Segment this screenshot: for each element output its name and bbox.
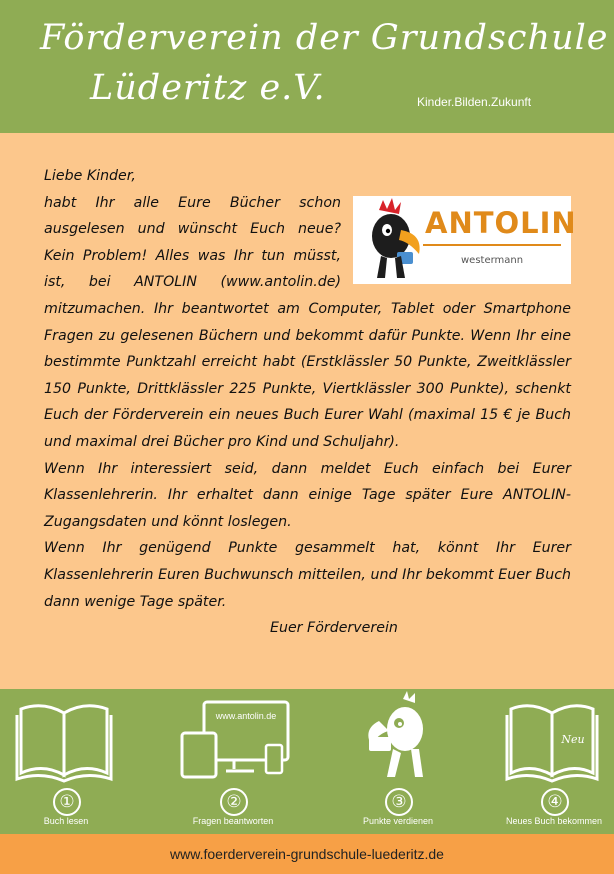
new-book-icon <box>479 689 614 789</box>
step-2-number: ② <box>220 788 248 816</box>
letter-section <box>0 133 614 689</box>
header-banner <box>0 0 614 133</box>
title-line-2: Lüderitz e.V. <box>90 68 326 108</box>
letter-text <box>44 163 577 642</box>
step-3 <box>323 689 473 834</box>
step-4-label: Neues Buch bekommen <box>505 816 603 826</box>
paragraph-3: Wenn Ihr genügend Punkte gesammelt hat, könnt Ihr Eurer Klassenlehrerin Euren Buchwunsch mitteilen, und Ihr bekommt Euer Buch dann wenige Tage später. <box>44 540 571 610</box>
step-1-number: ① <box>53 788 81 816</box>
paragraph-2: Wenn Ihr interessiert seid, dann meldet Euch einfach bei Eurer Klassenlehrerin. Ihr erhaltet dann einige Tage später Eure ANTOLIN-Zugangsdaten und könnt loslegen. <box>44 460 571 530</box>
raven-mascot-icon <box>359 196 429 284</box>
logo-divider <box>423 244 561 246</box>
step-3-number: ③ <box>385 788 413 816</box>
new-book-text: Neu <box>561 733 585 746</box>
step-2 <box>158 689 308 834</box>
step-4 <box>479 689 614 834</box>
antolin-logo <box>353 196 577 284</box>
greeting: Liebe Kinder, <box>44 168 136 184</box>
website-url[interactable]: www.foerderverein-grundschule-luederitz.de <box>170 846 444 862</box>
step-1-label: Buch lesen <box>43 816 89 826</box>
publisher-name: westermann <box>461 254 524 266</box>
steps-banner <box>0 689 614 834</box>
devices-screen-url: www.antolin.de <box>215 711 277 721</box>
devices-icon <box>158 689 308 789</box>
step-2-label: Fragen beantworten <box>192 816 274 826</box>
paragraph-1: habt Ihr alle Eure Bücher schon ausgelesen und wünscht Euch neue? Kein Problem! Alles was Ihr tun müsst, ist, bei ANTOLIN (www.antolin.de) mitzumachen. Ihr beantwortet am Computer, Tablet oder Smartphone Fragen zu gelesenen Büchern und bekommt dafür Punkte. Wenn Ihr eine bestimmte Punktzahl erreicht habt (Erstklässler 50 Punkte, Zweitklässler 150 Punkte, Drittklässler 225 Punkte, Viertklässler 300 Punkte), schenkt Euch der Förderverein ein neues Buch Eurer Wahl (maximal 15 € je Buch und maximal drei Bücher pro Kind und Schuljahr). <box>44 194 571 450</box>
step-3-label: Punkte verdienen <box>362 816 434 826</box>
title-line-1: Förderverein der Grundschule <box>40 18 609 58</box>
step-1 <box>0 689 141 834</box>
raven-icon <box>323 689 473 789</box>
website-bar <box>0 834 614 874</box>
signature: Euer Förderverein <box>270 620 398 637</box>
open-book-icon <box>0 689 141 789</box>
step-4-number: ④ <box>541 788 569 816</box>
antolin-wordmark: ANTOLIN <box>425 205 577 240</box>
tagline: Kinder.Bilden.Zukunft <box>417 95 532 109</box>
